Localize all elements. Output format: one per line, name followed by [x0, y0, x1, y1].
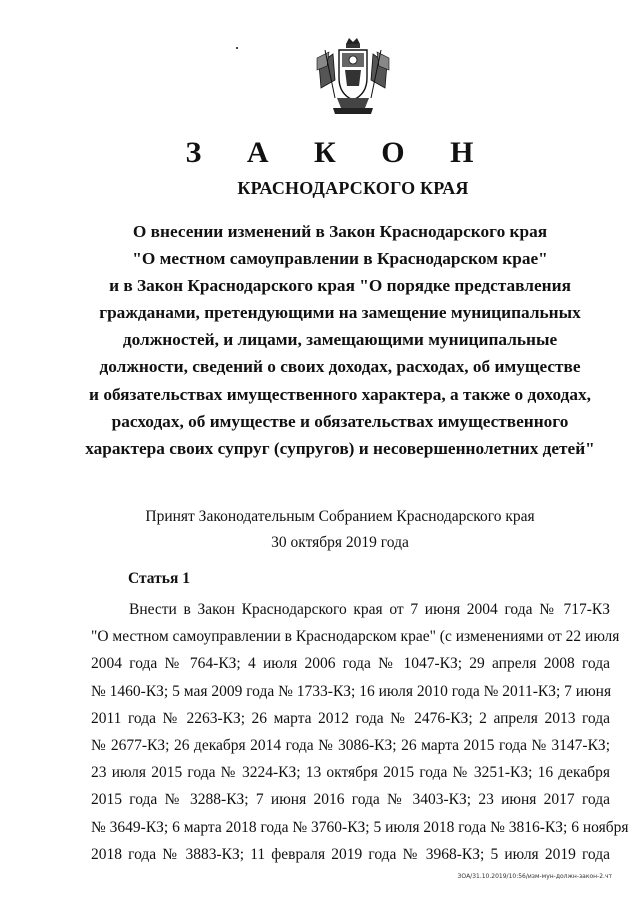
- article-body: [91, 596, 629, 868]
- heading-line: должностей, и лицами, замещающими муниципальные: [122, 330, 558, 350]
- krasnodar-coat-of-arms-icon: [313, 36, 393, 116]
- heading-line: и в Закон Краснодарского края "О порядке представления: [109, 276, 571, 296]
- body-line: 2011 года № 2263-КЗ; 26 марта 2012 года № 2476-КЗ; 2 апреля 2013 года: [91, 709, 610, 727]
- scan-speck: [236, 47, 238, 49]
- heading-line: О внесении изменений в Закон Краснодарского края: [132, 222, 548, 241]
- heading-line: и обязательствах имущественного характера, а также о доходах,: [89, 384, 591, 404]
- body-line: № 2677-КЗ; 26 декабря 2014 года № 3086-КЗ; 26 марта 2015 года № 3147-КЗ;: [91, 736, 610, 754]
- adoption-line: Принят Законодательным Собранием Краснодарского края: [145, 508, 535, 525]
- document-subtitle: КРАСНОДАРСКОГО КРАЯ: [237, 178, 469, 198]
- file-footer: ЗОА/31.10.2019/10:56/изм-мун-должн-закон-2.чт: [457, 873, 612, 880]
- heading-line: гражданами, претендующими на замещение муниципальных: [99, 303, 581, 323]
- body-line: № 3649-КЗ; 6 марта 2018 года № 3760-КЗ; 5 июля 2018 года № 3816-КЗ; 6 ноября: [91, 818, 629, 836]
- heading-line: расходах, об имуществе и обязательствах имущественного: [111, 411, 569, 431]
- adoption-date: 30 октября 2019 года: [271, 534, 409, 551]
- heading-line: характера своих супруг (супругов) и несовершеннолетних детей": [85, 438, 595, 458]
- article-title: Статья 1: [128, 570, 190, 587]
- body-line: № 1460-КЗ; 5 мая 2009 года № 1733-КЗ; 16 июля 2010 года № 2011-КЗ; 7 июня: [91, 682, 612, 700]
- body-line: 2018 года № 3883-КЗ; 11 февраля 2019 года № 3968-КЗ; 5 июля 2019 года: [91, 845, 610, 863]
- heading-line: "О местном самоуправлении в Краснодарском крае": [132, 249, 548, 269]
- document-title: З А К О Н: [185, 136, 493, 169]
- body-line: Внести в Закон Краснодарского края от 7 июня 2004 года № 717-КЗ: [129, 601, 610, 618]
- law-heading: [70, 218, 610, 462]
- body-line: 23 июля 2015 года № 3224-КЗ; 13 октября 2015 года № 3251-КЗ; 16 декабря: [91, 764, 610, 782]
- heading-line: должности, сведений о своих доходах, расходах, об имуществе: [99, 357, 581, 377]
- adoption-note: [70, 504, 610, 556]
- body-line: 2004 года № 764-КЗ; 4 июля 2006 года № 1047-КЗ; 29 апреля 2008 года: [91, 655, 610, 673]
- body-line: 2015 года № 3288-КЗ; 7 июня 2016 года № 3403-КЗ; 23 июня 2017 года: [91, 791, 610, 809]
- body-line: "О местном самоуправлении в Краснодарском крае" (с изменениями от 22 июля: [91, 628, 620, 646]
